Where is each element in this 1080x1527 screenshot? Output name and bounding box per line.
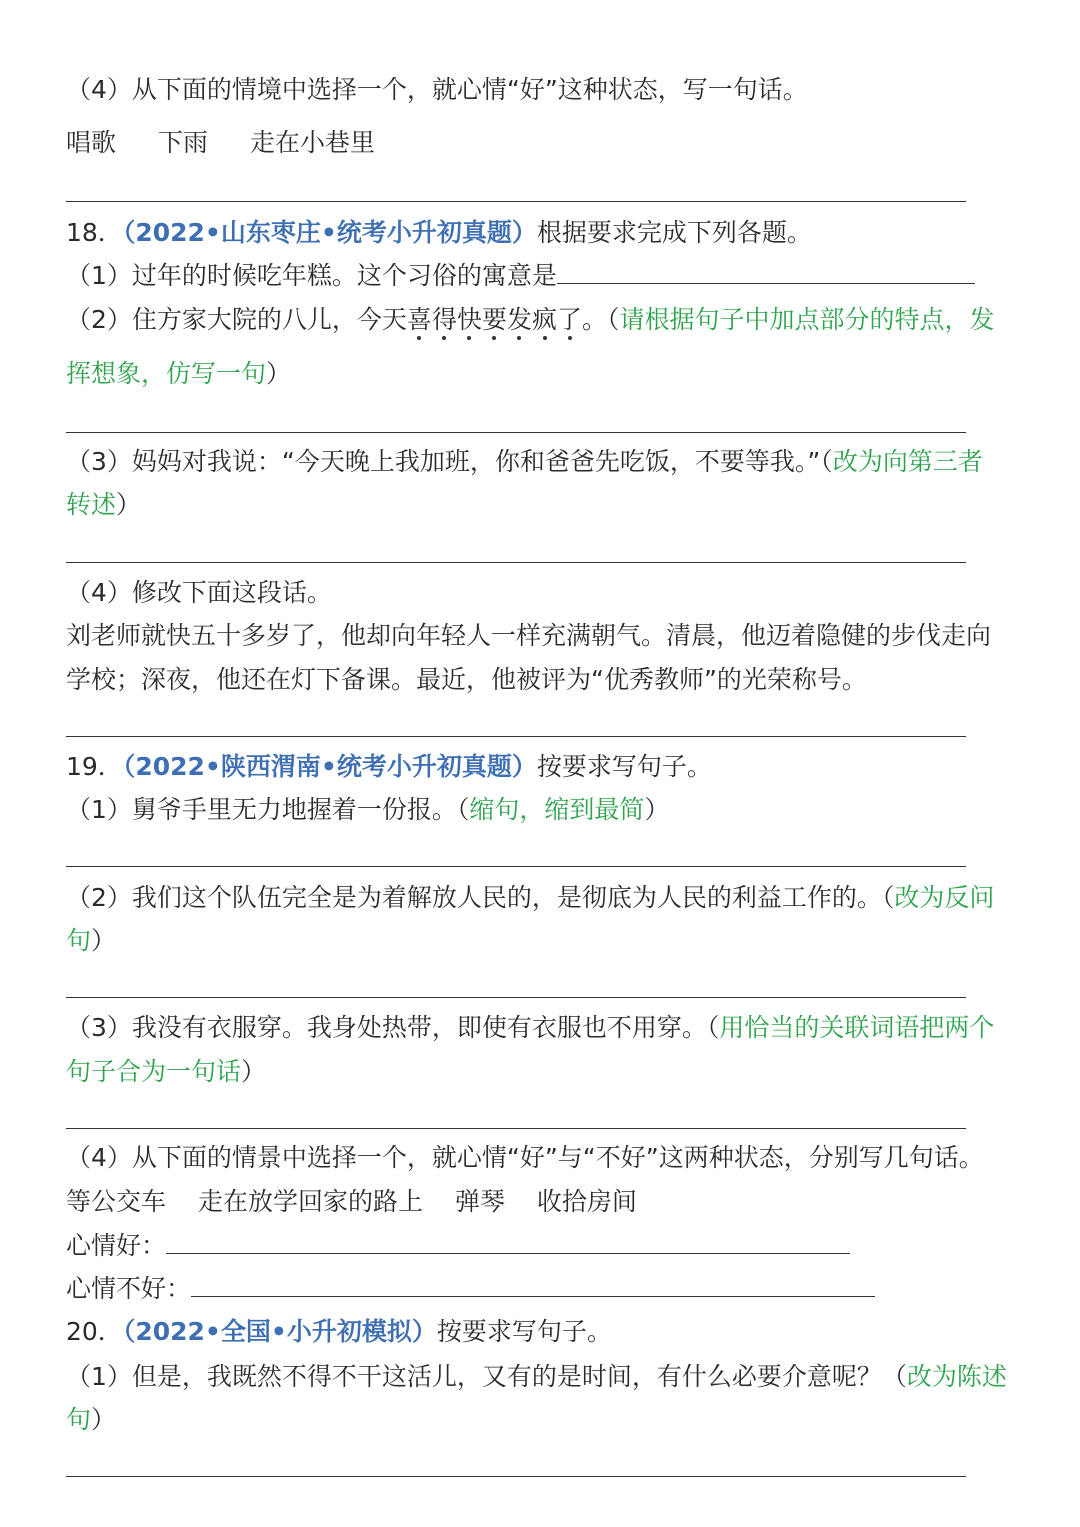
instruction-text: 句 — [66, 1405, 92, 1434]
field-label: 心情好： — [66, 1231, 167, 1260]
q20-part1-line2 — [66, 1402, 1020, 1438]
option-text: 下雨 — [157, 128, 208, 157]
instruction-text: 改为陈述 — [906, 1362, 1007, 1391]
option-text: 走在放学回家的路上 — [197, 1187, 423, 1216]
q19-part3-line1 — [66, 1010, 1020, 1046]
dotted-char: 快 — [456, 305, 482, 334]
instruction-text: 句 — [66, 926, 92, 955]
answer-line[interactable] — [66, 997, 966, 998]
q19-part2-line2 — [66, 923, 1020, 959]
fill-blank[interactable] — [557, 259, 975, 284]
q18-part1 — [66, 258, 1020, 294]
answer-line[interactable] — [66, 1476, 966, 1477]
part-text: ） — [91, 1405, 117, 1434]
dotted-char: 了 — [557, 305, 583, 334]
instruction-text: 改为反问 — [894, 883, 995, 912]
instruction-text: 缩句，缩到最简 — [469, 795, 645, 824]
instruction-text: 请根据句子中加点部分的特点，发 — [619, 305, 995, 334]
answer-line[interactable] — [66, 432, 966, 433]
option-text: 弹琴 — [454, 1187, 505, 1216]
part-text: （1）过年的时候吃年糕。这个习俗的寓意是 — [66, 261, 557, 290]
question-stem: 按要求写句子。 — [436, 1317, 612, 1346]
answer-line[interactable] — [66, 1128, 966, 1129]
fill-blank[interactable] — [166, 1229, 850, 1254]
dotted-char: 得 — [431, 305, 457, 334]
part-text: （1）舅爷手里无力地握着一份报。（ — [66, 795, 470, 824]
answer-line[interactable] — [66, 736, 966, 737]
question-number: 19． — [66, 752, 123, 781]
option-text: 走在小巷里 — [249, 128, 375, 157]
q19-good-mood — [66, 1228, 1020, 1264]
q18-part3-line1 — [66, 444, 1020, 480]
top-q4-options — [66, 125, 1020, 161]
instruction-text: 用恰当的关联词语把两个 — [719, 1013, 995, 1042]
part-text: ） — [116, 490, 142, 519]
question-source: （2022•山东枣庄•统考小升初真题） — [122, 218, 537, 247]
part-text: （2）我们这个队伍完全是为着解放人民的，是彻底为人民的利益工作的。（ — [66, 883, 895, 912]
q19-part2-line1 — [66, 880, 1020, 916]
q20-header — [66, 1314, 1020, 1350]
fill-blank[interactable] — [191, 1272, 875, 1297]
dotted-char: 疯 — [532, 305, 558, 334]
q20-part1-line1 — [66, 1359, 1020, 1395]
q19-part1 — [66, 792, 1020, 828]
question-number: 18． — [66, 218, 123, 247]
dotted-char: 发 — [506, 305, 532, 334]
part-text: （3）妈妈对我说：“今天晚上我加班，你和爸爸先吃饭，不要等我。”（ — [66, 447, 833, 476]
option-text: 唱歌 — [66, 128, 117, 157]
question-source: （2022•全国•小升初模拟） — [122, 1317, 437, 1346]
q19-part3-line2 — [66, 1054, 1020, 1090]
part-text: 。（ — [582, 305, 620, 334]
answer-line[interactable] — [66, 866, 966, 867]
instruction-text: 改为向第三者 — [832, 447, 983, 476]
q18-part2-line1 — [66, 302, 1020, 338]
q18-part4-line1: 刘老师就快五十多岁了，他却向年轻人一样充满朝气。清晨，他迈着隐健的步伐走向 — [66, 621, 992, 650]
part-text: （1）但是，我既然不得不干这活儿，又有的是时间，有什么必要介意呢？（ — [66, 1362, 907, 1391]
question-stem: 按要求写句子。 — [536, 752, 712, 781]
part-text: ） — [266, 359, 292, 388]
instruction-text: 挥想象，仿写一句 — [66, 359, 267, 388]
q19-header — [66, 749, 1020, 785]
q18-part3-line2 — [66, 487, 1020, 523]
top-q4-prompt: （4）从下面的情境中选择一个，就心情“好”这种状态，写一句话。 — [66, 75, 808, 104]
q18-header — [66, 215, 1020, 251]
instruction-text: 句子合为一句话 — [66, 1057, 242, 1086]
q19-bad-mood — [66, 1271, 1020, 1307]
answer-line[interactable] — [66, 562, 966, 563]
option-text: 收拾房间 — [536, 1187, 637, 1216]
part-text: （3）我没有衣服穿。我身处热带，即使有衣服也不用穿。（ — [66, 1013, 720, 1042]
part-text: （2）住方家大院的八儿，今天 — [66, 305, 407, 334]
dotted-char: 喜 — [406, 305, 432, 334]
part-text: ） — [91, 926, 117, 955]
q18-part2-line2 — [66, 356, 1020, 392]
question-number: 20． — [66, 1317, 123, 1346]
part-text: ） — [644, 795, 670, 824]
q18-part4-head: （4）修改下面这段话。 — [66, 578, 332, 607]
option-text: 等公交车 — [66, 1187, 167, 1216]
question-source: （2022•陕西渭南•统考小升初真题） — [122, 752, 537, 781]
field-label: 心情不好： — [66, 1274, 192, 1303]
q19-part4-options — [66, 1184, 1020, 1220]
question-stem: 根据要求完成下列各题。 — [536, 218, 812, 247]
instruction-text: 转述 — [66, 490, 117, 519]
answer-line[interactable] — [66, 201, 966, 202]
dotted-char: 要 — [481, 305, 507, 334]
part-text: ） — [241, 1057, 267, 1086]
q19-part4-head: （4）从下面的情景中选择一个，就心情“好”与“不好”这两种状态，分别写几句话。 — [66, 1143, 984, 1172]
q18-part4-line2: 学校；深夜，他还在灯下备课。最近，他被评为“优秀教师”的光荣称号。 — [66, 665, 867, 694]
